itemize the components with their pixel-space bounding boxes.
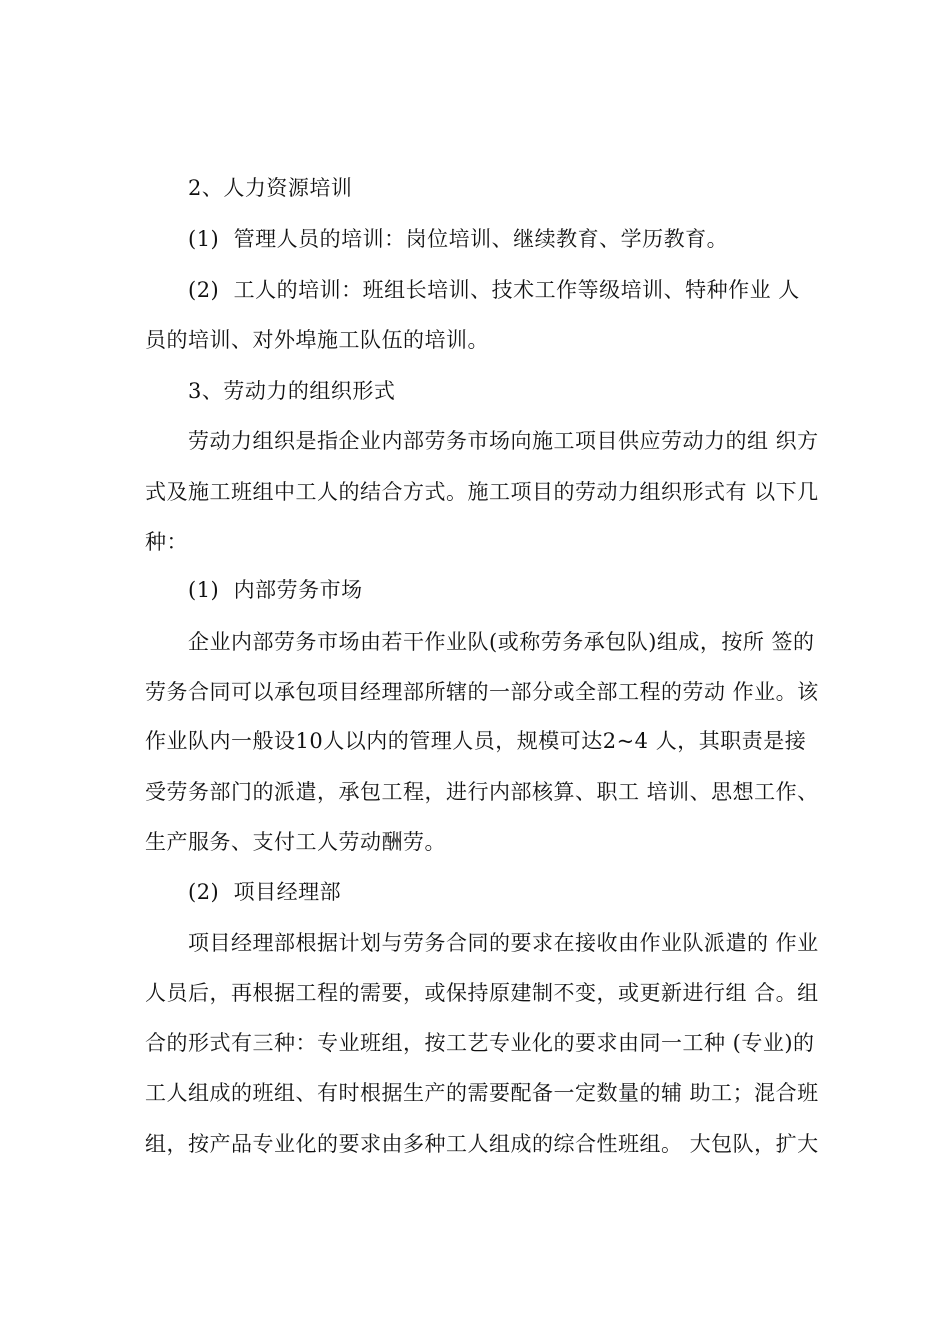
- paragraph-line: 式及施工班组中工人的结合方式。施工项目的劳动力组织形式有 以下几: [145, 480, 819, 504]
- subheading-project-department: (2) 项目经理部: [188, 880, 342, 904]
- paragraph-line: 受劳务部门的派遣，承包工程，进行内部核算、职工 培训、思想工作、: [145, 780, 819, 804]
- subheading-internal-market: (1) 内部劳务市场: [188, 578, 363, 602]
- paragraph-line: 劳务合同可以承包项目经理部所辖的一部分或全部工程的劳动 作业。该: [145, 680, 819, 704]
- paragraph-line: 工人组成的班组、有时根据生产的需要配备一定数量的辅 助工；混合班: [145, 1081, 819, 1105]
- paragraph-line: 项目经理部根据计划与劳务合同的要求在接收由作业队派遣的 作业: [188, 931, 819, 955]
- paragraph-line: 企业内部劳务市场由若干作业队(或称劳务承包队)组成，按所 签的: [188, 630, 815, 654]
- paragraph-line: 生产服务、支付工人劳动酬劳。: [145, 830, 446, 854]
- paragraph-line: 组，按产品专业化的要求由多种工人组成的综合性班组。 大包队，扩大: [145, 1132, 819, 1156]
- paragraph-line: (2) 工人的培训：班组长培训、技术工作等级培训、特种作业 人: [188, 278, 800, 302]
- heading-hr-training: 2、人力资源培训: [188, 176, 353, 200]
- paragraph-line: 员的培训、对外埠施工队伍的培训。: [145, 328, 489, 352]
- paragraph-line: (1) 管理人员的培训：岗位培训、继续教育、学历教育。: [188, 227, 729, 251]
- paragraph-line: 合的形式有三种：专业班组，按工艺专业化的要求由同一工种 (专业)的: [145, 1031, 815, 1055]
- paragraph-line: 种：: [145, 530, 188, 554]
- heading-labor-organization: 3、劳动力的组织形式: [188, 379, 396, 403]
- paragraph-line: 劳动力组织是指企业内部劳务市场向施工项目供应劳动力的组 织方: [188, 429, 819, 453]
- paragraph-line: 作业队内一般设10人以内的管理人员，规模可达2~4 人，其职责是接: [145, 729, 807, 753]
- paragraph-line: 人员后，再根据工程的需要，或保持原建制不变，或更新进行组 合。组: [145, 981, 819, 1005]
